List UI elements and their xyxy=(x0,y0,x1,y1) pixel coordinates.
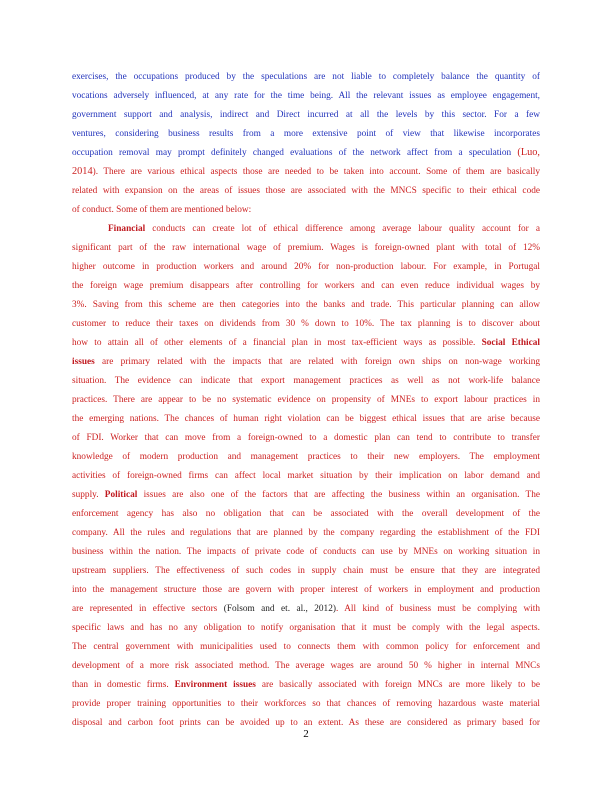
text-run: are primary related with the impacts that are related with foreign own ships on non-wage working xyxy=(94,357,540,367)
heading-environment: Environment issues xyxy=(174,680,256,690)
text-line xyxy=(72,677,540,693)
text-line xyxy=(72,601,540,617)
text-run: conducts can create lot of ethical difference among average labour quality account for a xyxy=(145,224,540,234)
text-run: of conduct. Some of them are mentioned below: xyxy=(72,205,252,215)
text-line xyxy=(72,487,540,503)
text-line xyxy=(72,259,540,275)
text-run: into the management structure those are govern with proper interest of workers in employment and production xyxy=(72,585,540,595)
text-line xyxy=(108,221,540,237)
text-run: related with expansion on the areas of issues those are associated with the MNCS specific to their ethical code xyxy=(72,186,540,196)
text-run: The central government with municipalities used to connects them with common policy for enforcement and xyxy=(72,642,540,652)
text-line xyxy=(72,126,540,142)
text-run: disposal and carbon foot prints can be avoided up to an extent. As these are considered as primary based for xyxy=(72,718,540,728)
text-run: practices. There are appear to be no systematic evidence on propensity of MNEs to export labour practices in xyxy=(72,395,540,405)
text-line xyxy=(72,354,540,370)
text-line xyxy=(72,639,540,655)
text-line xyxy=(72,506,540,522)
text-line xyxy=(72,468,540,484)
text-run: 3%. Saving from this scheme are then categories into the banks and trade. This particular planning can allow xyxy=(72,300,540,310)
text-line xyxy=(72,449,540,465)
text-run: government support and analysis, indirect and Direct incurred at all the levels by this sector. For a few xyxy=(72,110,540,120)
text-run: . All kind of business must be complying with xyxy=(335,604,540,614)
text-run: the foreign wage premium disappears after controlling for workers and can even reduce individual wages by xyxy=(72,281,540,291)
heading-financial: Financial xyxy=(108,224,146,234)
text-run: significant part of the raw international wage of premium. Wages is foreign-owned plant with total of 12% xyxy=(72,243,540,253)
text-line xyxy=(72,563,540,579)
text-run: upstream suppliers. The effectiveness of such codes in supply chain must be ensure that they are integrated xyxy=(72,566,540,576)
text-line xyxy=(72,430,540,446)
citation-folsom: (Folsom and et. al., 2012) xyxy=(223,604,336,614)
text-run: ventures, considering business results from a more extensive point of view that likewise incorporates xyxy=(72,129,540,139)
text-line xyxy=(72,316,540,332)
heading-social-ethical: Social Ethical xyxy=(481,338,540,348)
text-line xyxy=(72,183,540,199)
citation-luo: (Luo, xyxy=(517,147,540,158)
text-run: enforcement agency has also no obligation that can be associated with the overall development of the xyxy=(72,509,540,519)
text-run: knowledge of modern production and management practices to their new employers. The employment xyxy=(72,452,540,462)
text-line xyxy=(72,145,540,161)
text-run: issues are also one of the factors that are affecting the business within an organisation. The xyxy=(137,490,541,500)
text-line xyxy=(72,69,540,85)
text-line xyxy=(72,88,540,104)
citation-year: 2014 xyxy=(72,166,93,177)
text-run: supply. xyxy=(72,490,105,500)
text-line xyxy=(72,373,540,389)
text-run: activities of foreign-owned firms can affect local market situation by their implication on labor demand and xyxy=(72,471,540,481)
text-run: development of a more risk associated method. The average wages are around 50 % higher in internal MNCs xyxy=(72,661,540,671)
text-run: company. All the rules and regulations that are planned by the company regarding the establishment of the FDI xyxy=(72,528,540,538)
text-line xyxy=(72,202,540,218)
text-run: exercises, the occupations produced by the speculations are not liable to completely balance the quantity of xyxy=(72,72,540,82)
text-run: situation. The evidence can indicate that export management practices as well as not work-life balance xyxy=(72,376,540,386)
text-line xyxy=(72,278,540,294)
text-line xyxy=(72,658,540,674)
text-run: are basically associated with foreign MNCs are more likely to be xyxy=(255,680,541,690)
text-run: ). There are various ethical aspects those are needed to be taken into account. Some of them are basically xyxy=(92,167,540,177)
text-run: business within the nation. The impacts of private code of conducts can use by MNEs on working situation in xyxy=(72,547,540,557)
text-line xyxy=(72,696,540,712)
text-run: higher outcome in production workers and around 20% for non-production labour. For example, in Portugal xyxy=(72,262,540,272)
text-run: provide proper training opportunities to their workforces so that chances of removing hazardous waste material xyxy=(72,699,540,709)
text-line xyxy=(72,525,540,541)
text-run: the emerging nations. The chances of human right violation can be biggest ethical issues that are arise because xyxy=(72,414,540,424)
heading-political: Political xyxy=(104,490,138,500)
text-run: specific laws and has no any obligation to notify organisation that it must be comply with the legal aspects. xyxy=(72,623,540,633)
text-line xyxy=(72,620,540,636)
text-run: of FDI. Worker that can move from a foreign-owned to a domestic plan can tend to contribute to transfer xyxy=(72,433,540,443)
text-line xyxy=(72,107,540,123)
text-run: how to attain all of other elements of a financial plan in most tax-efficient ways as possible. xyxy=(72,338,482,348)
text-line xyxy=(72,240,540,256)
text-run: vocations adversely influenced, at any rate for the time being. All the relevant issues as employee engagement, xyxy=(72,91,540,101)
text-run: than in domestic firms. xyxy=(72,680,175,690)
text-line xyxy=(72,335,540,351)
text-run: are represented in effective sectors xyxy=(72,604,224,614)
text-run: occupation removal may prompt definitely changed evaluations of the network affect from a speculation xyxy=(72,148,518,158)
text-line xyxy=(72,164,540,180)
text-run: customer to reduce their taxes on dividends from 30 % down to 10%. The tax planning is to discover about xyxy=(72,319,540,329)
heading-social-ethical-issues: issues xyxy=(72,357,95,367)
text-line xyxy=(72,411,540,427)
page-number: 2 xyxy=(303,728,309,740)
text-line xyxy=(72,582,540,598)
text-line xyxy=(72,392,540,408)
text-line xyxy=(72,544,540,560)
text-line xyxy=(72,297,540,313)
